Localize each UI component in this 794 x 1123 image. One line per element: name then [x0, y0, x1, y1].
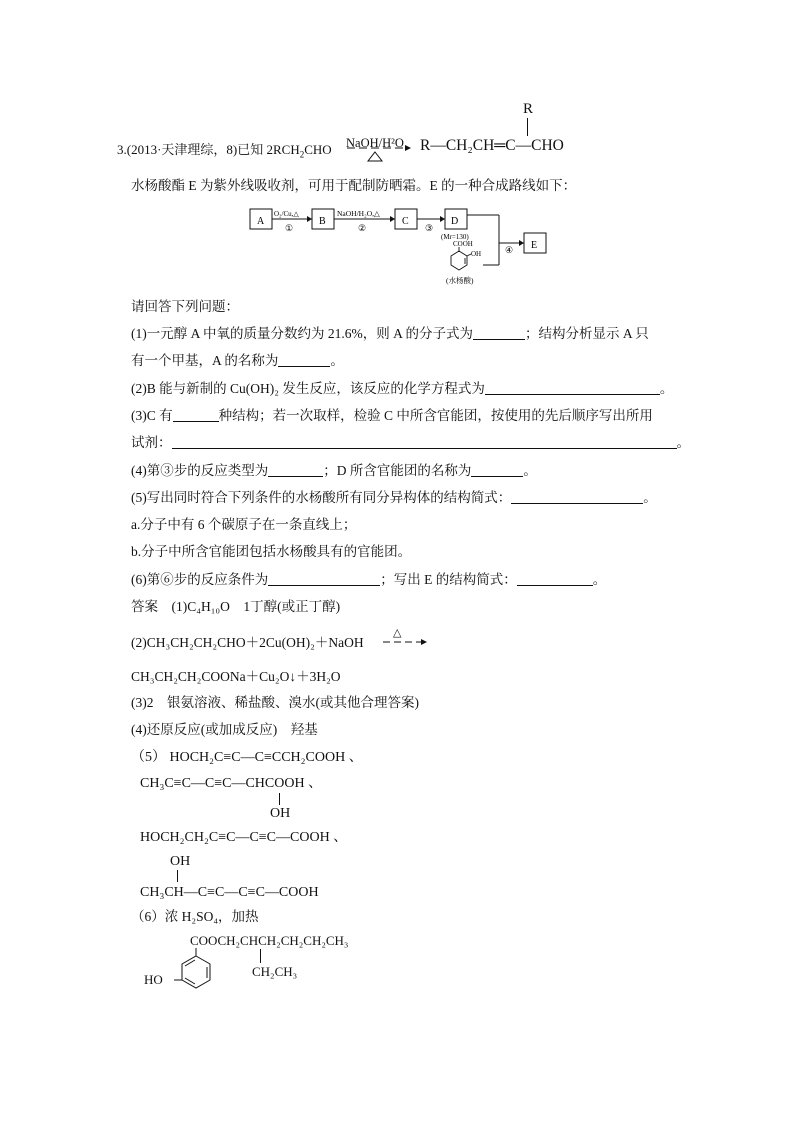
question-5 — [131, 489, 657, 507]
q1-text-b: ；结构分析显示 A 只 — [525, 326, 649, 341]
answer-5-isomer-4: CH₃CH—C≡C—C≡C—COOH — [140, 885, 319, 900]
step1-reagent: O₂/Cu,△ — [274, 210, 299, 218]
q4-blank-group — [471, 462, 523, 477]
label-c: C — [402, 216, 409, 227]
q4-text-c: 。 — [523, 463, 537, 478]
salicylic-name: (水杨酸) — [446, 276, 474, 285]
product-substituent: R — [523, 101, 534, 117]
prefix-text: 3.(2013·天津理综，8)已知 2RCH — [117, 142, 300, 157]
q6-text-c: 。 — [592, 572, 607, 587]
answer-5-isomer-3: HOCH₂CH₂C≡C—C≡C—COOH 、 — [140, 830, 348, 845]
q3-text-a: (3)C 有 — [131, 408, 173, 423]
question-4 — [131, 462, 537, 480]
answer-2-condition: △ — [393, 627, 402, 639]
q5-text-a: (5)写出同时符合下列条件的水杨酸所有同分异构体的结构简式： — [131, 490, 512, 505]
question-3-line1 — [131, 407, 653, 425]
q2-blank — [485, 380, 660, 395]
question-1-line2 — [131, 352, 344, 370]
synthesis-scheme — [245, 203, 555, 303]
q4-text-a: (4)第③步的反应类型为 — [131, 463, 269, 478]
q1-text-a: (1)一元醇 A 中氧的质量分数约为 21.6%，则 A 的分子式为 — [131, 326, 473, 341]
step2-reagent: NaOH/H₂O,△ — [337, 209, 380, 218]
answer-6: （6）浓 H₂SO₄，加热 — [131, 909, 259, 924]
e-benzene-ring — [160, 944, 230, 1004]
step3-number: ③ — [425, 223, 434, 233]
answer-2-arrow — [381, 636, 431, 648]
answer-5-isomer-1: （5） HOCH₂C≡C—C≡CCH₂COOH 、 — [131, 750, 363, 765]
answer-3: (3)2 银氨溶液、稀盐酸、溴水(或其他合理答案) — [131, 695, 419, 710]
salicylic-acid-ring — [451, 247, 471, 270]
q3-text-c: 试剂： — [131, 435, 172, 450]
q1-text-c: 有一个甲基，A 的名称为 — [131, 353, 279, 368]
answer-2-left: (2)CH₃CH₂CH₂CHO＋2Cu(OH)₂＋NaOH — [131, 635, 364, 650]
answer-2-right: CH₃CH₂CH₂COONa＋Cu₂O↓＋3H₂O — [131, 669, 341, 684]
e-hydroxy: HO — [144, 972, 163, 987]
answer-4: (4)还原反应(或加成反应) 羟基 — [131, 722, 318, 737]
e-chain: COOCH₂CHCH₂CH₂CH₂CH₃ — [190, 933, 349, 948]
q6-text-b: ；写出 E 的结构简式： — [380, 572, 517, 587]
q3-text-b: 种结构；若一次取样，检验 C 中所含官能团，按使用的先后顺序写出所用 — [218, 408, 653, 423]
question-prefix: 3.(2013·天津理综，8)已知 $2RCH_2CHO$ — [117, 142, 332, 160]
d-molar-mass: (Mr=130) — [441, 233, 469, 241]
question-5-cond-a: a.分子中有 6 个碳原子在一条直线上； — [131, 517, 357, 532]
q4-blank-type — [268, 462, 323, 477]
reactant-tail: CHO — [304, 142, 332, 157]
q1-blank-formula — [473, 325, 525, 340]
q5-blank — [511, 489, 643, 504]
q2-text-b: 。 — [659, 381, 674, 396]
answer-5-isomer-4-oh: OH — [170, 854, 191, 869]
q3-blank-reagents — [172, 434, 677, 449]
step2-number: ② — [358, 223, 367, 233]
q6-text-a: (6)第⑥步的反应条件为 — [131, 572, 269, 587]
q5-text-b: 。 — [643, 490, 657, 505]
q2-text-a: (2)B 能与新制的 Cu(OH)₂ 发生反应，该反应的化学方程式为 — [131, 381, 485, 396]
q1-text-d: 。 — [330, 353, 344, 368]
product-formula: R—CH₂CH═C—CHO — [420, 137, 564, 154]
q1-blank-name — [278, 352, 330, 367]
label-e: E — [531, 240, 538, 251]
q6-blank-condition — [268, 571, 380, 586]
question-3-line2 — [131, 434, 690, 452]
e-branch: CH₂CH₃ — [252, 964, 298, 979]
q3-blank-count — [173, 407, 219, 422]
question-2 — [131, 380, 673, 398]
condition-arrow — [345, 140, 415, 164]
q4-text-b: ；D 所含官能团的名称为 — [323, 463, 472, 478]
salicylic-cooh: COOH — [453, 240, 473, 248]
isomer-2-bond — [279, 793, 280, 805]
intro-text: 水杨酸酯 E 为紫外线吸收剂，可用于配制防晒霜。E 的一种合成路线如下： — [131, 178, 577, 193]
step1-number: ① — [285, 223, 294, 233]
question-6 — [131, 571, 606, 589]
step4-number: ④ — [505, 245, 514, 255]
condition-label: NaOH/H²O — [346, 136, 404, 150]
q3-text-d: 。 — [676, 435, 690, 450]
answer-5-isomer-2-oh: OH — [270, 806, 291, 821]
prompt-text: 请回答下列问题： — [131, 299, 239, 314]
q6-blank-structure — [517, 571, 593, 586]
label-d: D — [451, 216, 459, 227]
answer-1: 答案 (1)C₄H₁₀O 1丁醇(或正丁醇) — [131, 599, 341, 614]
e-branch-bond — [260, 949, 261, 963]
isomer-4-bond — [177, 870, 178, 882]
answer-5-isomer-2: CH₃C≡C—C≡C—CHCOOH 、 — [140, 776, 323, 791]
question-1-line1 — [131, 325, 649, 343]
label-b: B — [319, 216, 326, 227]
question-5-cond-b: b.分子中所含官能团包括水杨酸具有的官能团。 — [131, 544, 412, 559]
substituent-bond — [527, 118, 528, 136]
label-a: A — [257, 216, 265, 227]
salicylic-oh: OH — [471, 250, 482, 258]
